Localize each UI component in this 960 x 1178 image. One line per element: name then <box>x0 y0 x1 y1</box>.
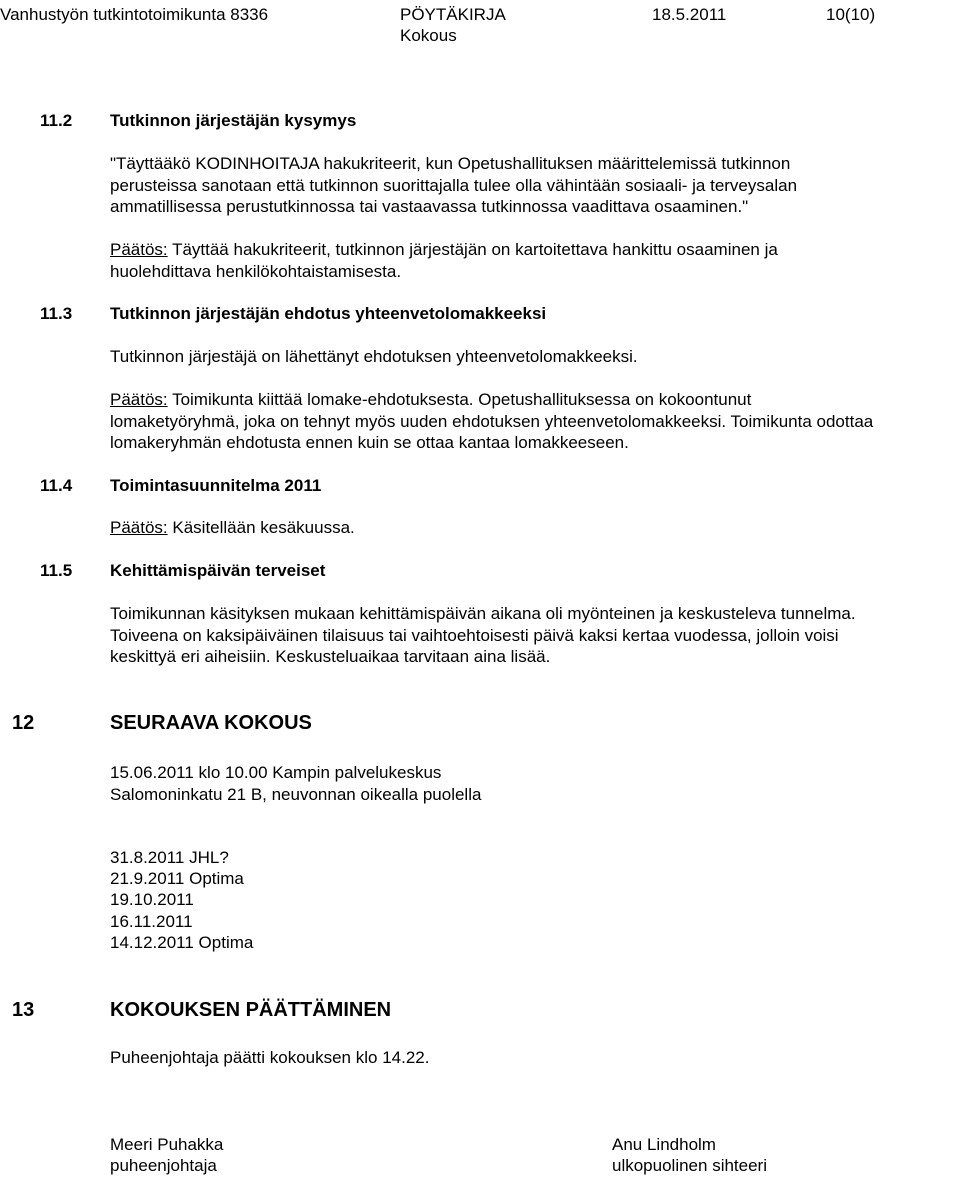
header-doc-type: PÖYTÄKIRJA <box>400 5 506 24</box>
section-11-2-number: 11.2 <box>40 111 73 130</box>
section-13-number: 13 <box>12 999 35 1021</box>
question-line: perusteissa sanotaan että tutkinnon suorittajalla tulee olla vähintään sosiaali- ja terveysalan <box>110 175 798 195</box>
paragraph-line: Toimikunnan käsityksen mukaan kehittämispäivän aikana oli myönteinen ja keskusteleva tunnelma. <box>110 604 856 623</box>
meeting-date: 31.8.2011 JHL? <box>110 848 229 867</box>
section-11-4-number: 11.4 <box>40 476 73 495</box>
decision-text: Käsitellään kesäkuussa. <box>167 518 355 537</box>
section-11-5-number: 11.5 <box>40 561 73 580</box>
section-11-4-title: Toimintasuunnitelma 2011 <box>110 476 322 495</box>
decision-label: Päätös: <box>110 390 168 409</box>
section-11-3-title: Tutkinnon järjestäjän ehdotus yhteenvetolomakkeeksi <box>110 304 547 323</box>
decision-line: lomaketyöryhmä, joka on tehnyt myös uuden ehdotuksen yhteenvetolomakkeeksi. Toimikunta odottaa <box>110 411 874 431</box>
next-meeting-info <box>110 762 481 805</box>
section-11-3-text: Tutkinnon järjestäjä on lähettänyt ehdotuksen yhteenvetolomakkeeksi. <box>110 347 638 366</box>
decision-text: Täyttää hakukriteerit, tutkinnon järjestäjän on kartoitettava hankittu osaaminen ja <box>167 240 778 259</box>
header-org: Vanhustyön tutkintotoimikunta 8336 <box>0 5 269 24</box>
section-11-4-decision <box>110 517 355 538</box>
meeting-date: 16.11.2011 <box>110 911 193 931</box>
header-doc-subtype: Kokous <box>400 26 457 45</box>
section-11-2-title: Tutkinnon järjestäjän kysymys <box>110 111 357 130</box>
section-13-text: Puheenjohtaja päätti kokouksen klo 14.22. <box>110 1048 430 1067</box>
section-13-title: KOKOUKSEN PÄÄTTÄMINEN <box>110 999 392 1021</box>
header-page-number: 10(10) <box>826 5 876 24</box>
section-11-5-text <box>110 603 856 668</box>
upcoming-meeting-dates <box>110 847 253 953</box>
decision-text: Toimikunta kiittää lomake-ehdotuksesta. Opetushallituksessa on kokoontunut <box>167 390 752 409</box>
decision-label: Päätös: <box>110 518 168 537</box>
signature-left-name: Meeri Puhakka <box>110 1135 224 1154</box>
question-line: "Täyttääkö KODINHOITAJA hakukriteerit, kun Opetushallituksen määrittelemissä tutkinnon <box>110 154 791 173</box>
decision-line: huolehdittava henkilökohtaistamisesta. <box>110 261 402 281</box>
meeting-date: 19.10.2011 <box>110 890 194 910</box>
section-12-number: 12 <box>12 712 35 734</box>
meeting-line: 15.06.2011 klo 10.00 Kampin palvelukeskus <box>110 763 442 782</box>
meeting-date: 14.12.2011 Optima <box>110 932 254 952</box>
section-11-2-question <box>110 153 797 218</box>
decision-label: Päätös: <box>110 240 168 259</box>
question-line: ammatillisessa perustutkinnossa tai vastaavassa tutkinnossa vaadittava osaaminen." <box>110 197 749 217</box>
meeting-line: Salomoninkatu 21 B, neuvonnan oikealla puolella <box>110 784 482 804</box>
decision-line: lomakeryhmän ehdotusta ennen kuin se ottaa kantaa lomakkeeseen. <box>110 433 629 453</box>
section-12-title: SEURAAVA KOKOUS <box>110 712 312 734</box>
section-11-3-decision <box>110 389 873 454</box>
paragraph-line: keskittyä eri aiheisiin. Keskusteluaikaa tarvitaan aina lisää. <box>110 647 551 667</box>
section-11-3-number: 11.3 <box>40 304 73 323</box>
paragraph-line: Toiveena on kaksipäiväinen tilaisuus tai vaihtoehtoisesti päivä kaksi kertaa vuodessa, jolloin voisi <box>110 625 839 645</box>
signature-right-role: ulkopuolinen sihteeri <box>612 1156 767 1175</box>
section-11-5-title: Kehittämispäivän terveiset <box>110 561 326 580</box>
header-date: 18.5.2011 <box>652 5 727 24</box>
decision-line <box>110 389 873 411</box>
section-11-2-decision <box>110 239 778 282</box>
signature-left-role: puheenjohtaja <box>110 1156 217 1175</box>
meeting-date: 21.9.2011 Optima <box>110 869 244 889</box>
decision-line <box>110 239 778 261</box>
signature-right-name: Anu Lindholm <box>612 1135 716 1154</box>
